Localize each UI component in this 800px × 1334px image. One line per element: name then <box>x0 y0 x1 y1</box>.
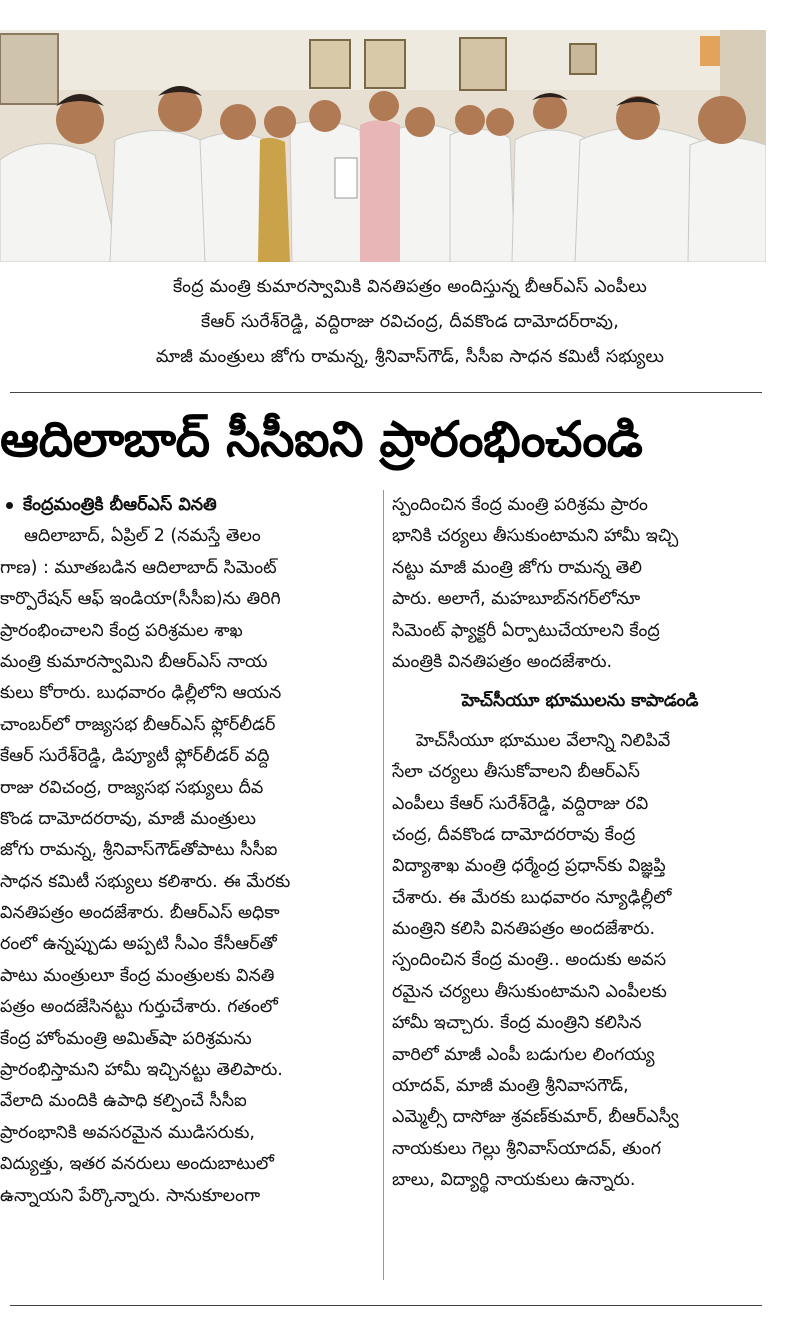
news-photo <box>0 30 766 262</box>
article-line: ప్రారంభించాలని కేంద్ర పరిశ్రమల శాఖ <box>0 620 243 641</box>
article-line: భానికి చర్యలు తీసుకుంటామని హామీ ఇచ్చి <box>392 526 679 547</box>
article-line: సిమెంట్ ఫ్యాక్టరీ ఏర్పాటుచేయాలని కేంద్ర <box>392 620 660 641</box>
article-line: చంద్ర, దీవకొండ దామోదరరావు కేంద్ర <box>392 824 636 845</box>
article-line: హామీ ఇచ్చారు. కేంద్ర మంత్రిని కలిసిన <box>392 1013 642 1034</box>
article-line: నాయకులు గెల్లు శ్రీనివాస్‌యాదవ్, తుంగ <box>392 1138 661 1159</box>
article-line: ఆదిలాబాద్, ఏప్రిల్ 2 (నమస్తే తెలం <box>24 526 261 547</box>
article-line: చాంబర్‌లో రాజ్యసభ బీఆర్‌ఎస్ ఫ్లోర్‌లీడర్ <box>0 714 276 735</box>
article-line: స్పందించిన కేంద్ర మంత్రి.. అందుకు అవస <box>392 950 667 971</box>
article-line: కొండ దామోదరరావు, మాజీ మంత్రులు <box>0 808 256 829</box>
article-line: వారిలో మాజీ ఎంపీ బడుగుల లింగయ్య <box>392 1044 655 1065</box>
article-line: మంత్రికి వినతిపత్రం అందజేశారు. <box>392 651 613 672</box>
article-line: ప్రారంభిస్తామని హామీ ఇచ్చినట్టు తెలిపారు. <box>0 1060 283 1081</box>
article-line: యాదవ్, మాజీ మంత్రి శ్రీనివాసగౌడ్, <box>392 1076 629 1097</box>
article-line: గాణ) : మూతబడిన ఆదిలాబాద్ సిమెంట్ <box>0 557 277 578</box>
photo-caption <box>60 270 760 375</box>
article-column-right <box>392 490 768 1197</box>
article-line: పాటు మంత్రులూ కేంద్ర మంత్రులకు వినతి <box>0 965 275 986</box>
article-line: ఉన్నాయని పేర్కొన్నారు. సానుకూలంగా <box>0 1185 261 1206</box>
article-line: కులు కోరారు. బుధవారం ఢిల్లీలోని ఆయన <box>0 683 282 704</box>
caption-line: కేఆర్ సురేశ్‌రెడ్డి, వద్దిరాజు రవిచంద్ర, దీవకొండ దామోదర్‌రావు, <box>201 312 619 332</box>
article-line: ఎమ్మెల్సీ దాసోజు శ్రవణ్‌కుమార్, బీఆర్‌ఎస్వీ <box>392 1107 679 1128</box>
divider <box>10 1305 762 1306</box>
article-line: స్పందించిన కేంద్ర మంత్రి పరిశ్రమ ప్రారం <box>392 495 648 515</box>
article-line: రంలో ఉన్నప్పుడు అప్పటి సీఎం కేసీఆర్‌తో <box>0 934 277 955</box>
group-photo-image <box>0 30 766 262</box>
article-line: సేలా చర్యలు తీసుకోవాలని బీఆర్‌ఎస్ <box>392 762 640 783</box>
headline: ఆదిలాబాద్ సీసీఐని ప్రారంభించండి <box>0 411 643 468</box>
article-line: మంత్రి కుమారస్వామిని బీఆర్‌ఎస్ నాయ <box>0 651 268 672</box>
article-line: కేఆర్ సురేశ్‌రెడ్డి, డిప్యూటీ ఫ్లోర్‌లీడర్ వద్ది <box>0 746 270 767</box>
article-line: చేశారు. ఈ మేరకు బుధవారం న్యూఢిల్లీలో <box>392 887 672 908</box>
subheading <box>0 490 378 521</box>
article-line: హెచ్‌సీయూ భూముల వేలాన్ని నిలిపివే <box>416 730 671 751</box>
article-line: నట్టు మాజీ మంత్రి జోగు రామన్న తెలి <box>392 557 643 578</box>
article-line: రమైన చర్యలు తీసుకుంటామని ఎంపీలకు <box>392 981 667 1002</box>
article-line: సాధన కమిటీ సభ్యులు కలిశారు. ఈ మేరకు <box>0 871 291 892</box>
article-line: మంత్రిని కలిసి వినతిపత్రం అందజేశారు. <box>392 919 656 940</box>
article-column-left <box>0 490 378 1212</box>
caption-line: కేంద్ర మంత్రి కుమారస్వామికి వినతిపత్రం అందిస్తున్న బీఆర్‌ఎస్ ఎంపీలు <box>173 277 647 297</box>
article-line: రాజు రవిచంద్ర, రాజ్యసభ సభ్యులు దీవ <box>0 777 264 798</box>
article-line: కార్పొరేషన్ ఆఫ్ ఇండియా(సీసీఐ)ను తిరిగి <box>0 589 281 610</box>
divider <box>10 392 762 393</box>
bullet-icon <box>6 502 13 509</box>
article-line: వేలాది మందికి ఉపాధి కల్పించే సీసీఐ <box>0 1091 247 1112</box>
article-line: జోగు రామన్న, శ్రీనివాస్‌గౌడ్‌తోపాటు సీసీఐ <box>0 840 278 861</box>
article-line: విద్యుత్తు, ఇతర వనరులు అందుబాటులో <box>0 1154 274 1175</box>
article-line: కేంద్ర హోంమంత్రి అమిత్‌షా పరిశ్రమను <box>0 1028 252 1049</box>
column-divider <box>383 490 384 1280</box>
article-line: విద్యాశాఖ మంత్రి ధర్మేంద్ర ప్రధాన్‌కు విజ్ఞప్తి <box>392 856 666 877</box>
article-line: పారు. అలాగే, మహబూబ్‌నగర్‌లోనూ <box>392 589 641 610</box>
article-line: ప్రారంభానికి అవసరమైన ముడిసరుకు, <box>0 1122 255 1143</box>
article-line: పత్రం అందజేసినట్టు గుర్తుచేశారు. గతంలో <box>0 997 278 1018</box>
article-line: బాలు, విద్యార్థి నాయకులు ఉన్నారు. <box>392 1170 636 1191</box>
article-line: ఎంపీలు కేఆర్ సురేశ్‌రెడ్డి, వద్దిరాజు రవి <box>392 793 649 814</box>
article-line: వినతిపత్రం అందజేశారు. బీఆర్‌ఎస్ అధికా <box>0 903 280 924</box>
subheading-text: కేంద్రమంత్రికి బీఆర్‌ఎస్ వినతి <box>23 495 217 515</box>
subheading: హెచ్‌సీయూ భూములను కాపాడండి <box>461 691 699 712</box>
caption-line: మాజీ మంత్రులు జోగు రామన్న, శ్రీనివాస్‌గౌడ్, సీసీఐ సాధన కమిటీ సభ్యులు <box>155 347 665 367</box>
